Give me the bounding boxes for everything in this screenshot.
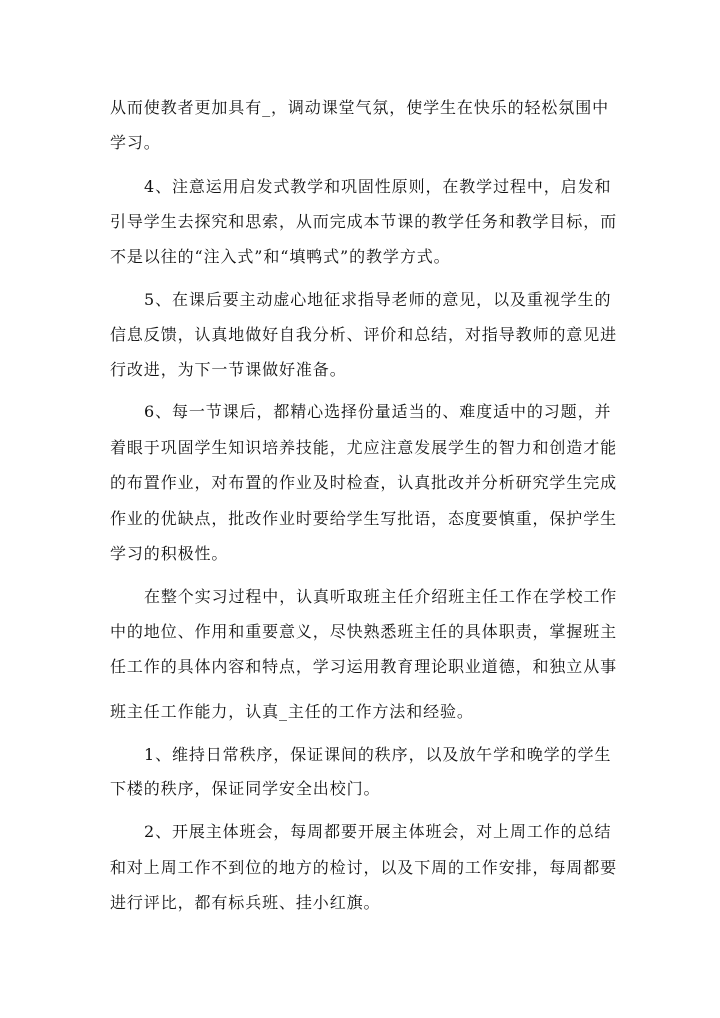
text-line: 中的地位、作用和重要意义，尽快熟悉班主任的具体职责，掌握班主	[110, 622, 618, 641]
text-line: 6、每一节课后，都精心选择份量适当的、难度适中的习题，并	[144, 402, 612, 421]
text-line: 班主任工作能力，认真_主任的工作方法和经验。	[110, 702, 474, 721]
text-line: 4、注意运用启发式教学和巩固性原则，在教学过程中，启发和	[144, 177, 612, 196]
text-line: 学习的积极性。	[110, 544, 229, 563]
text-line: 的布置作业，对布置的作业及时检查，认真批改并分析研究学生完成	[110, 473, 618, 492]
text-line: 进行评比，都有标兵班、挂小红旗。	[110, 893, 381, 912]
text-line: 任工作的具体内容和特点，学习运用教育理论职业道德，和独立从事	[110, 657, 618, 676]
text-line: 在整个实习过程中，认真听取班主任介绍班主任工作在学校工作	[144, 587, 618, 606]
text-line: 5、在课后要主动虚心地征求指导老师的意见，以及重视学生的	[144, 290, 612, 309]
text-line: 引导学生去探究和思索，从而完成本节课的教学任务和教学目标，而	[110, 212, 618, 231]
text-line: 学习。	[110, 133, 161, 152]
text-line: 从而使教者更加具有_，调动课堂气氛，使学生在快乐的轻松氛围中	[110, 98, 610, 117]
text-line: 着眼于巩固学生知识培养技能，尤应注意发展学生的智力和创造才能	[110, 438, 618, 457]
text-line: 行改进，为下一节课做好准备。	[110, 360, 347, 379]
text-line: 作业的优缺点，批改作业时要给学生写批语，态度要慎重，保护学生	[110, 509, 618, 528]
text-line: 信息反馈，认真地做好自我分析、评价和总结，对指导教师的意见进	[110, 325, 618, 344]
text-line: 1、维持日常秩序，保证课间的秩序，以及放午学和晚学的学生	[144, 745, 612, 764]
text-line: 下楼的秩序，保证同学安全出校门。	[110, 779, 381, 798]
text-line: 2、开展主体班会，每周都要开展主体班会，对上周工作的总结	[144, 822, 612, 841]
text-line: 和对上周工作不到位的地方的检讨，以及下周的工作安排，每周都要	[110, 858, 618, 877]
text-line: 不是以往的“注入式”和“填鸭式”的教学方式。	[110, 247, 451, 266]
